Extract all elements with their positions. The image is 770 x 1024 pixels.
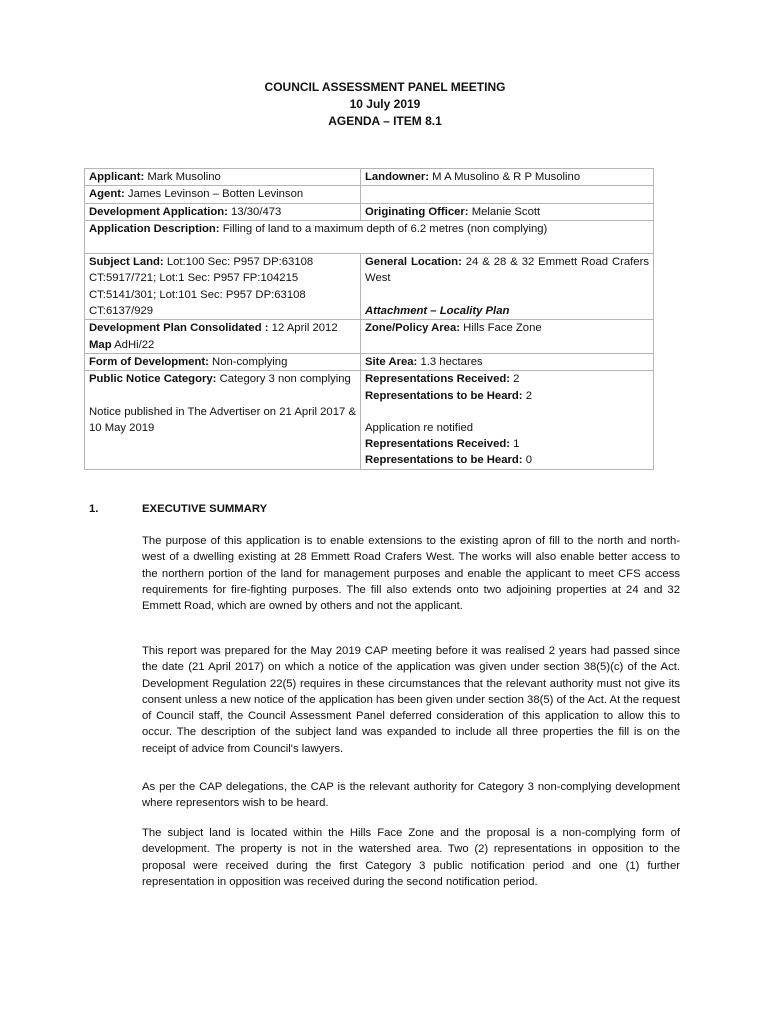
subject-land-label: Subject Land:	[89, 256, 164, 269]
agent-cell	[85, 186, 361, 203]
section-title: EXECUTIVE SUMMARY	[142, 503, 268, 515]
summary-paragraph-4: The subject land is located within the Hills Face Zone and the proposal is a non-complying form of development. The property is not in the watershed area. Two (2) representations in opposition to the proposal were received during the first Category 3 public notification period and one (1) further representation in opposition was received during the second notification period.	[142, 827, 680, 888]
representations-heard-2-label: Representations to be Heard:	[365, 454, 523, 467]
renotified-text: Application re notified	[365, 421, 474, 434]
application-details-table	[84, 168, 654, 470]
representations-received-label: Representations Received:	[365, 373, 511, 386]
section-number: 1.	[89, 503, 99, 515]
originating-officer-cell	[361, 203, 654, 220]
development-application-cell	[85, 203, 361, 220]
form-of-development-cell	[85, 353, 361, 370]
meeting-date: 10 July 2019	[349, 97, 421, 111]
zone-cell	[361, 320, 654, 354]
representations-received-2-label: Representations Received:	[365, 438, 511, 451]
development-plan-value: 12 April 2012	[268, 322, 338, 335]
originating-officer-label: Originating Officer:	[365, 205, 469, 218]
summary-paragraph-3: As per the CAP delegations, the CAP is the relevant authority for Category 3 non-complying development where representors wish to be heard.	[142, 781, 680, 810]
general-location-value: 24 & 28 & 32 Emmett Road Crafers West	[365, 256, 649, 285]
landowner-cell	[361, 169, 654, 186]
representations-cell	[361, 371, 654, 469]
landowner-value: M A Musolino & R P Musolino	[429, 171, 581, 183]
table-row	[85, 371, 654, 469]
zone-value: Hills Face Zone	[460, 322, 542, 335]
site-area-value: 1.3 hectares	[417, 355, 483, 368]
table-row	[85, 254, 654, 320]
form-of-development-value: Non-complying	[208, 355, 288, 368]
development-plan-cell	[85, 320, 361, 354]
application-description-label: Application Description:	[89, 222, 220, 235]
application-description-cell	[85, 220, 654, 253]
table-row	[85, 220, 654, 253]
representations-received-value: 2	[510, 373, 520, 386]
public-notice-label: Public Notice Category:	[89, 373, 217, 386]
table-row	[85, 203, 654, 220]
representations-heard-2-value: 0	[522, 454, 532, 467]
table-row	[85, 169, 654, 186]
subject-land-value: Lot:100 Sec: P957 DP:63108 CT:5917/721; Lot:1 Sec: P957 FP:104215 CT:5141/301; Lot:101 Sec: P957 DP:63108 CT:6137/929	[89, 256, 314, 318]
development-plan-label: Development Plan Consolidated :	[89, 322, 269, 335]
originating-officer-value: Melanie Scott	[468, 205, 541, 218]
landowner-label: Landowner:	[365, 171, 430, 183]
zone-label: Zone/Policy Area:	[365, 322, 461, 335]
representations-received-2-value: 1	[510, 438, 520, 451]
summary-paragraph-2: This report was prepared for the May 2019 CAP meeting before it was realised 2 years had passed since the date (21 April 2017) on which a notice of the application was given under section 38(5)(c) of the Act. Development Regulation 22(5) requires in these circumstances that the relevant authority must not give its consent unless a new notice of the application has been given under section 38(5) of the Act. At the request of Council staff, the Council Assessment Panel deferred consideration of this application to allow this to occur. The description of the subject land was expanded to include all three properties the fill is on the receipt of advice from Council's lawyers.	[142, 645, 680, 755]
applicant-label: Applicant:	[89, 171, 145, 183]
agenda-item: AGENDA – ITEM 8.1	[328, 114, 442, 128]
site-area-label: Site Area:	[365, 355, 418, 368]
empty-cell	[361, 186, 654, 203]
general-location-cell	[361, 254, 654, 320]
public-notice-cell	[85, 371, 361, 469]
table-row	[85, 186, 654, 203]
notice-published-text: Notice published in The Advertiser on 21 April 2017 & 10 May 2019	[89, 405, 356, 434]
document-header	[0, 79, 770, 130]
map-value: AdHi/22	[111, 338, 155, 351]
agent-value: James Levinson – Botten Levinson	[124, 188, 304, 201]
development-application-label: Development Application:	[89, 205, 228, 218]
applicant-value: Mark Musolino	[144, 171, 221, 183]
subject-land-cell	[85, 254, 361, 320]
table-row	[85, 320, 654, 354]
applicant-cell	[85, 169, 361, 186]
public-notice-value: Category 3 non complying	[216, 373, 351, 386]
representations-heard-value: 2	[522, 389, 532, 402]
map-label: Map	[89, 338, 112, 351]
meeting-title: COUNCIL ASSESSMENT PANEL MEETING	[264, 80, 506, 94]
development-application-value: 13/30/473	[227, 205, 282, 218]
representations-heard-label: Representations to be Heard:	[365, 389, 523, 402]
agent-label: Agent:	[89, 188, 125, 201]
general-location-label: General Location:	[365, 256, 462, 269]
form-of-development-label: Form of Development:	[89, 355, 209, 368]
table-row	[85, 353, 654, 370]
summary-paragraph-1: The purpose of this application is to enable extensions to the existing apron of fill to the north and north-west of a dwelling existing at 28 Emmett Road Crafers West. The works will also enable better access to the northern portion of the land for management purposes and enable the applicant to meet CFS access requirements for fire-fighting purposes. The fill also extends onto two adjoining properties at 24 and 32 Emmett Road, which are owned by others and not the applicant.	[142, 535, 680, 613]
application-description-value: Filling of land to a maximum depth of 6.2 metres (non complying)	[219, 222, 548, 235]
attachment-link: Attachment – Locality Plan	[365, 304, 510, 317]
site-area-cell	[361, 353, 654, 370]
